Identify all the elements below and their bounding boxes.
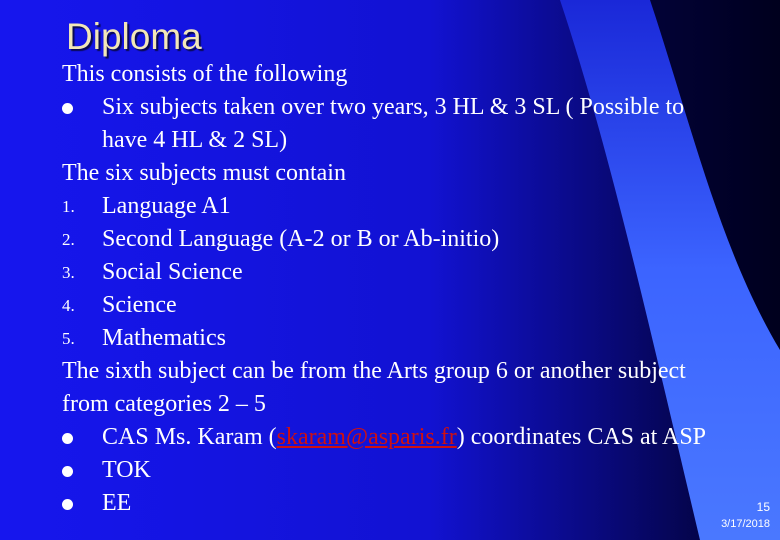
cas-text-after: ) coordinates CAS at ASP xyxy=(456,424,707,450)
slide-date: 3/17/2018 xyxy=(721,518,770,530)
cas-text-before: CAS Ms. Karam ( xyxy=(102,424,277,450)
numbered-item-text: Language A1 xyxy=(102,193,231,219)
slide-title: Diploma xyxy=(66,16,202,57)
bullet-icon xyxy=(62,466,73,477)
bullet-text: EE xyxy=(102,490,132,516)
bullet-text: TOK xyxy=(102,457,151,483)
sixth-subject-text: The sixth subject can be from the Arts group 6 or another subject from categories 2 – 5 xyxy=(62,358,686,417)
numbered-item xyxy=(62,289,712,322)
numbered-item-text: Second Language (A-2 or B or Ab-initio) xyxy=(102,226,500,252)
bullet-text: Six subjects taken over two years, 3 HL & 3 SL ( Possible to have 4 HL & 2 SL) xyxy=(102,94,685,153)
numbered-item xyxy=(62,322,712,355)
bullet-icon xyxy=(62,433,73,444)
slide-body xyxy=(62,58,712,520)
bullet-item-tok xyxy=(62,454,712,487)
cas-email-link[interactable]: skaram@asparis.fr xyxy=(276,424,457,450)
bullet-item-cas xyxy=(62,421,712,454)
bullet-icon xyxy=(62,499,73,510)
slide-number: 15 xyxy=(756,500,770,514)
number-marker: 2. xyxy=(62,230,75,249)
numbered-item-text: Social Science xyxy=(102,259,243,285)
must-contain-text: The six subjects must contain xyxy=(62,160,346,186)
numbered-item-text: Science xyxy=(102,292,177,318)
bullet-item-six-subjects xyxy=(62,91,712,157)
numbered-item xyxy=(62,190,712,223)
numbered-item xyxy=(62,223,712,256)
bullet-item-ee xyxy=(62,487,712,520)
intro-text: This consists of the following xyxy=(62,61,348,87)
number-marker: 4. xyxy=(62,296,75,315)
numbered-item-text: Mathematics xyxy=(102,325,226,351)
numbered-item xyxy=(62,256,712,289)
number-marker: 5. xyxy=(62,329,75,348)
number-marker: 1. xyxy=(62,197,75,216)
number-marker: 3. xyxy=(62,263,75,282)
bullet-icon xyxy=(62,103,73,114)
